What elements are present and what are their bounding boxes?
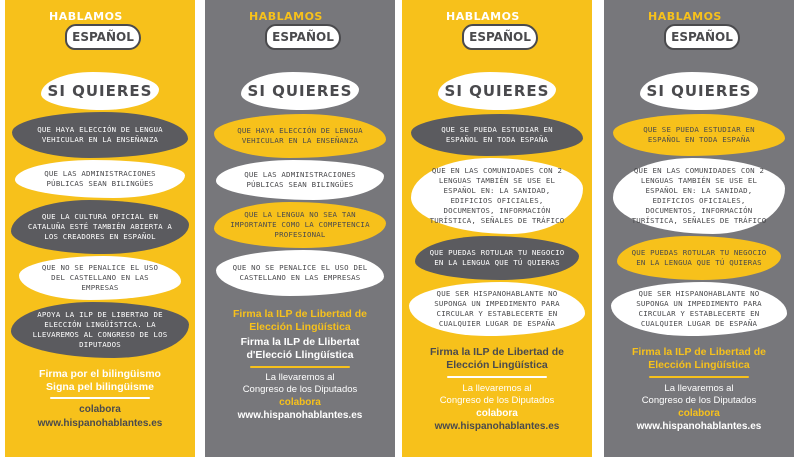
divider-swish	[50, 397, 150, 399]
sign-ilp-es: Firma la ILP de Libertad de Elección Lingüística	[232, 308, 367, 333]
banner-eleccion-linguistica-es-grey	[604, 0, 794, 457]
sign-ilp-ca: Firma la ILP de Llibertat d'Elecció Llingüística	[240, 336, 360, 361]
wish-item: QUE PUEDAS ROTULAR TU NEGOCIO EN LA LENGUA QUE TÚ QUIERAS	[415, 236, 579, 280]
carry-line-1: La llevaremos al	[462, 383, 532, 394]
wish-item: QUE LA LENGUA NO SEA TAN IMPORTANTE COMO LA COMPETENCIA PROFESIONAL	[214, 202, 386, 248]
logo-line1: HABLAMOS	[49, 10, 123, 23]
carry-line-2: Congreso de los Diputados	[641, 395, 757, 406]
wish-item: QUE EN LAS COMUNIDADES CON 2 LENGUAS TAMBIÉN SE USE EL ESPAÑOL EN: LA SANIDAD, EDIFICIOS OFICIALES, DOCUMENTOS, INFORMACIÓN TURÍSTICA, SEÑALES DE TRÁFICO	[613, 158, 785, 234]
wish-item: QUE LA CULTURA OFICIAL EN CATALUÑA ESTÉ TAMBIÉN ABIERTA A LOS CREADORES EN ESPAÑOL	[11, 200, 189, 254]
wish-item: QUE PUEDAS ROTULAR TU NEGOCIO EN LA LENGUA QUE TÚ QUIERAS	[617, 236, 781, 280]
si-quieres-bubble: SI QUIERES	[41, 72, 159, 110]
website-link[interactable]: www.hispanohablantes.es	[636, 421, 762, 432]
divider-swish	[250, 366, 350, 368]
hablamos-espanol-logo	[644, 6, 754, 56]
logo-line1: HABLAMOS	[249, 10, 323, 23]
carry-line-2: Congreso de los Diputados	[439, 395, 555, 406]
carry-line-1: La llevaremos al	[664, 383, 734, 394]
carry-line-2: Congreso de los Diputados	[242, 384, 358, 395]
colabora-label: colabora	[476, 408, 518, 419]
sign-ilp: Firma la ILP de Libertad de Elección Lingüística	[631, 346, 766, 371]
banner-bilinguismo	[5, 0, 195, 457]
wish-item: QUE LAS ADMINISTRACIONES PÚBLICAS SEAN BILINGÜES	[216, 160, 384, 200]
wish-item: QUE HAYA ELECCIÓN DE LENGUA VEHICULAR EN LA ENSEÑANZA	[12, 112, 188, 158]
wish-item: QUE SE PUEDA ESTUDIAR EN ESPAÑOL EN TODA ESPAÑA	[411, 114, 583, 156]
si-quieres-bubble: SI QUIERES	[640, 72, 758, 110]
logo-line2: ESPAÑOL	[462, 24, 538, 50]
logo-line2: ESPAÑOL	[664, 24, 740, 50]
si-quieres-bubble: SI QUIERES	[438, 72, 556, 110]
logo-line1: HABLAMOS	[648, 10, 722, 23]
sign-line-1: Firma por el bilingüismo	[39, 368, 161, 380]
carry-line-1: La llevaremos al	[265, 372, 335, 383]
hablamos-espanol-logo	[442, 6, 552, 56]
website-link[interactable]: www.hispanohablantes.es	[37, 418, 163, 429]
wish-item: QUE SE PUEDA ESTUDIAR EN ESPAÑOL EN TODA ESPAÑA	[613, 114, 785, 156]
sign-ilp: Firma la ILP de Libertad de Elección Lingüística	[429, 346, 564, 371]
wish-item: QUE NO SE PENALICE EL USO DEL CASTELLANO EN LAS EMPRESAS	[216, 250, 384, 296]
colabora-label: colabora	[279, 397, 321, 408]
logo-line2: ESPAÑOL	[65, 24, 141, 50]
wish-item: QUE HAYA ELECCIÓN DE LENGUA VEHICULAR EN LA ENSEÑANZA	[214, 114, 386, 158]
banner-eleccion-linguistica-ca	[205, 0, 395, 457]
colabora-label: colabora	[678, 408, 720, 419]
si-quieres-bubble: SI QUIERES	[241, 72, 359, 110]
divider-swish	[447, 376, 547, 378]
wish-item: APOYA LA ILP DE LIBERTAD DE ELECCIÓN LINGÜÍSTICA. LA LLEVAREMOS AL CONGRESO DE LOS DIPUTADOS	[11, 302, 189, 358]
logo-line2: ESPAÑOL	[265, 24, 341, 50]
colabora-label: colabora	[79, 404, 121, 415]
wish-item: QUE SER HISPANOHABLANTE NO SUPONGA UN IMPEDIMENTO PARA CIRCULAR Y ESTABLECERTE EN CUALQUIER LUGAR DE ESPAÑA	[611, 282, 787, 336]
wish-item: QUE SER HISPANOHABLANTE NO SUPONGA UN IMPEDIMENTO PARA CIRCULAR Y ESTABLECERTE EN CUALQUIER LUGAR DE ESPAÑA	[409, 282, 585, 336]
logo-line1: HABLAMOS	[446, 10, 520, 23]
website-link[interactable]: www.hispanohablantes.es	[237, 410, 363, 421]
website-link[interactable]: www.hispanohablantes.es	[434, 421, 560, 432]
wish-item: QUE LAS ADMINISTRACIONES PÚBLICAS SEAN BILINGÜES	[15, 160, 185, 198]
banner-eleccion-linguistica-es	[402, 0, 592, 457]
wish-item: QUE EN LAS COMUNIDADES CON 2 LENGUAS TAMBIÉN SE USE EL ESPAÑOL EN: LA SANIDAD, EDIFICIOS OFICIALES, DOCUMENTOS, INFORMACIÓN TURÍSTICA, SEÑALES DE TRÁFICO	[411, 158, 583, 234]
hablamos-espanol-logo	[245, 6, 355, 56]
hablamos-espanol-logo	[45, 6, 155, 56]
sign-line-2: Signa pel bilingüisme	[46, 381, 154, 393]
divider-swish	[649, 376, 749, 378]
wish-item: QUE NO SE PENALICE EL USO DEL CASTELLANO EN LAS EMPRESAS	[19, 256, 181, 300]
